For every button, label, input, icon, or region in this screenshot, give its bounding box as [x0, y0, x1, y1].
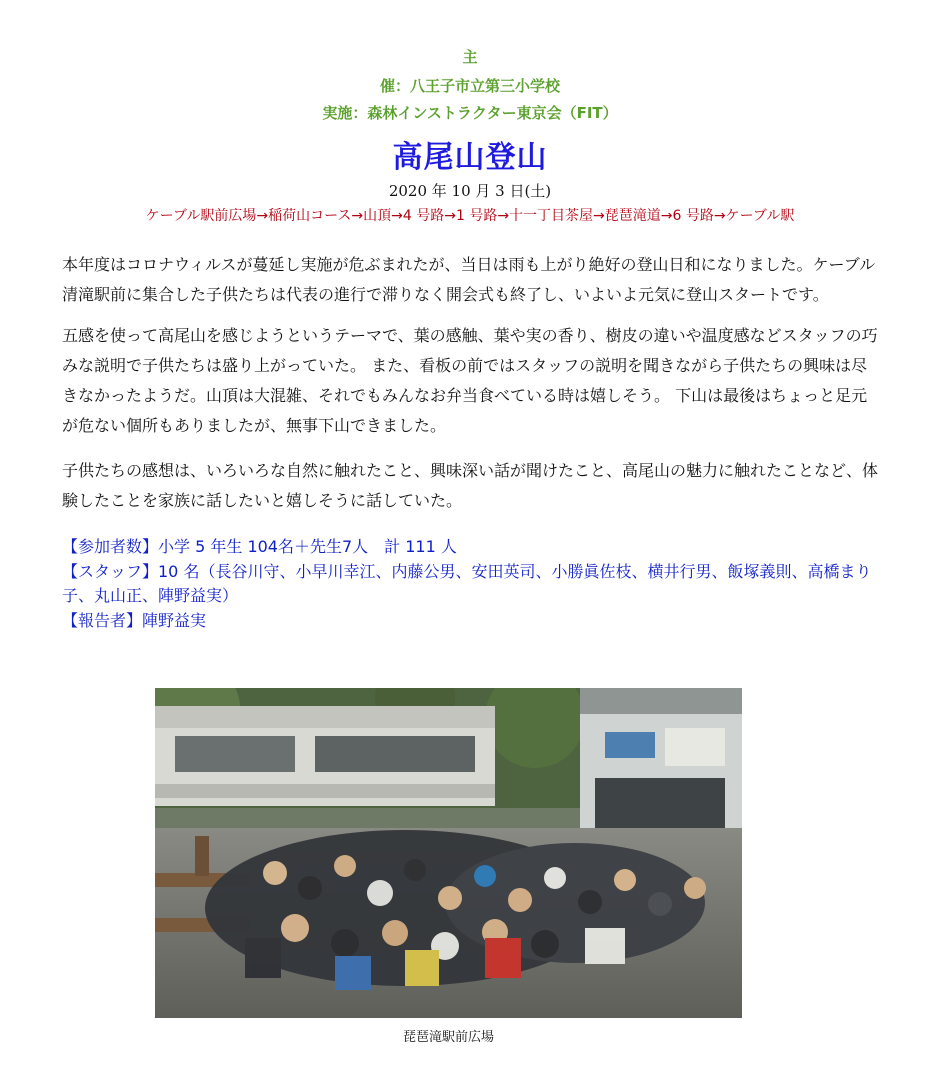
- reporter: 【報告者】陣野益実: [62, 611, 207, 630]
- report-paragraph: 子供たちの感想は、いろいろな自然に触れたこと、興味深い話が聞けたこと、高尾山の魅力に触れたことなど、体験したことを家族に話したいと嬉しそうに話していた。: [62, 461, 879, 510]
- report-paragraph: 五感を使って高尾山を感じようというテーマで、葉の感触、葉や実の香り、樹皮の違いや温度感などスタッフの巧みな説明で子供たちは盛り上がっていた。 また、看板の前ではスタッフの説明を聞きながら子供たちの興味は尽きなかったようだ。山頂は大混雑、それでもみんなお弁当食べている時は嬉しそう。 下山は最後はちょっと足元が危ない個所もありましたが、無事下山できました。: [62, 326, 878, 435]
- event-date: 2020 年 10 月 3 日(土): [388, 182, 552, 200]
- hiking-route: ケーブル駅前広場→稲荷山コース→山頂→4 号路→1 号路→十一丁目茶屋→琵琶滝道→6 号路→ケーブル駅: [145, 208, 795, 224]
- report-paragraph: 本年度はコロナウィルスが蔓延し実施が危ぶまれたが、当日は雨も上がり絶好の登山日和になりました。ケーブル清滝駅前に集合した子供たちは代表の進行で滞りなく開会式も終了し、いよいよ元気に登山スタートです。: [62, 255, 876, 304]
- organizer-line: 催：八王子市立第三小学校: [379, 77, 560, 95]
- staff-list: 【スタッフ】10 名（長谷川守、小早川幸江、内藤公男、安田英司、小勝眞佐枝、横井行男、飯塚義則、高橋まり子、丸山正、陣野益実）: [62, 562, 872, 605]
- event-photo: [155, 688, 742, 1018]
- photo-caption: 琵琶滝駅前広場: [402, 1030, 494, 1045]
- participants-count: 【参加者数】小学 5 年生 104名＋先生7人 計 111 人: [62, 537, 457, 556]
- organizer-label: 主: [462, 48, 478, 66]
- page-title: 高尾山登山: [392, 140, 548, 175]
- implementer-line: 実施：森林インストラクター東京会（FIT）: [322, 104, 618, 122]
